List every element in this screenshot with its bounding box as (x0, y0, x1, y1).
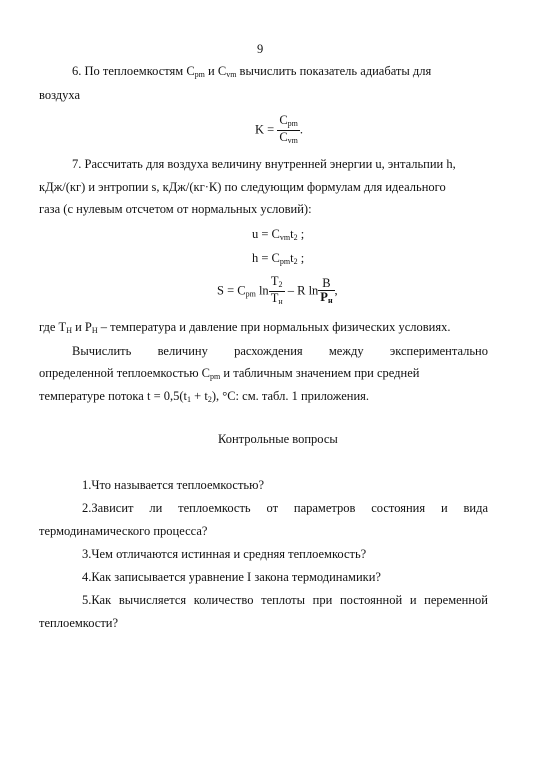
formula-h: $h = C_{pm}t_2$ ; (252, 251, 305, 266)
formula-u: $u = C_{vm}t_2$ ; (252, 227, 305, 242)
where-line: где $T_Н$ и $P_Н$ – температура и давление при нормальных физических условиях. (39, 320, 451, 335)
section-title: Контрольные вопросы (218, 432, 338, 446)
question-2-line1: 2.Зависит ли теплоемкость от параметров состояния и вида (82, 501, 488, 515)
formula-k: K = $\frac{C_{pm}}{C_{vm}}$ . (255, 113, 304, 145)
question-1: 1.Что называется теплоемкостью? (82, 478, 265, 492)
item7-line3: газа (с нулевым отсчетом от нормальных условий): (39, 202, 312, 216)
item7-line1: 7. Рассчитать для воздуха величину внутренней энергии u, энтальпии h, (72, 157, 456, 171)
compute-line3: температуре потока $t = 0,5(t_1 + t_2)$, °С: см. табл. 1 приложения. (39, 389, 370, 404)
fraction-k: $\frac{C_{pm}}{C_{vm}}$ (279, 113, 298, 145)
fraction-bp: $\frac{B}{P_н}$ (320, 275, 333, 305)
question-5-line1: 5.Как вычисляется количество теплоты при постоянной и переменной (82, 593, 488, 607)
question-2-line2: термодинамического процесса? (39, 524, 208, 538)
compute-line2: определенной теплоемкостью $C_{pm}$ и табличным значением при средней (39, 366, 420, 381)
question-5-line2: теплоемкости? (39, 616, 119, 630)
fraction-t: $\frac{T_2}{T_н}$ (270, 274, 283, 306)
formula-s: $S = C_{pm}$ ln $\frac{T_2}{T_н}$ – R ln $\frac{B}{P_н}$ , (217, 274, 338, 306)
item7-line2: кДж/(кг) и энтропии s, кДж/(кг·К) по следующим формулам для идеального (39, 180, 446, 194)
question-3: 3.Чем отличаются истинная и средняя теплоемкость? (82, 547, 367, 561)
compute-line1: Вычислить величину расхождения между экспериментально (72, 344, 488, 358)
item6-line2: воздуха (39, 88, 81, 102)
item6-line1: 6. По теплоемкостям $C_{pm}$ и $C_{vm}$ вычислить показатель адиабаты для (72, 64, 432, 79)
question-4: 4.Как записывается уравнение I закона термодинамики? (82, 570, 381, 584)
page-number: 9 (257, 42, 264, 56)
